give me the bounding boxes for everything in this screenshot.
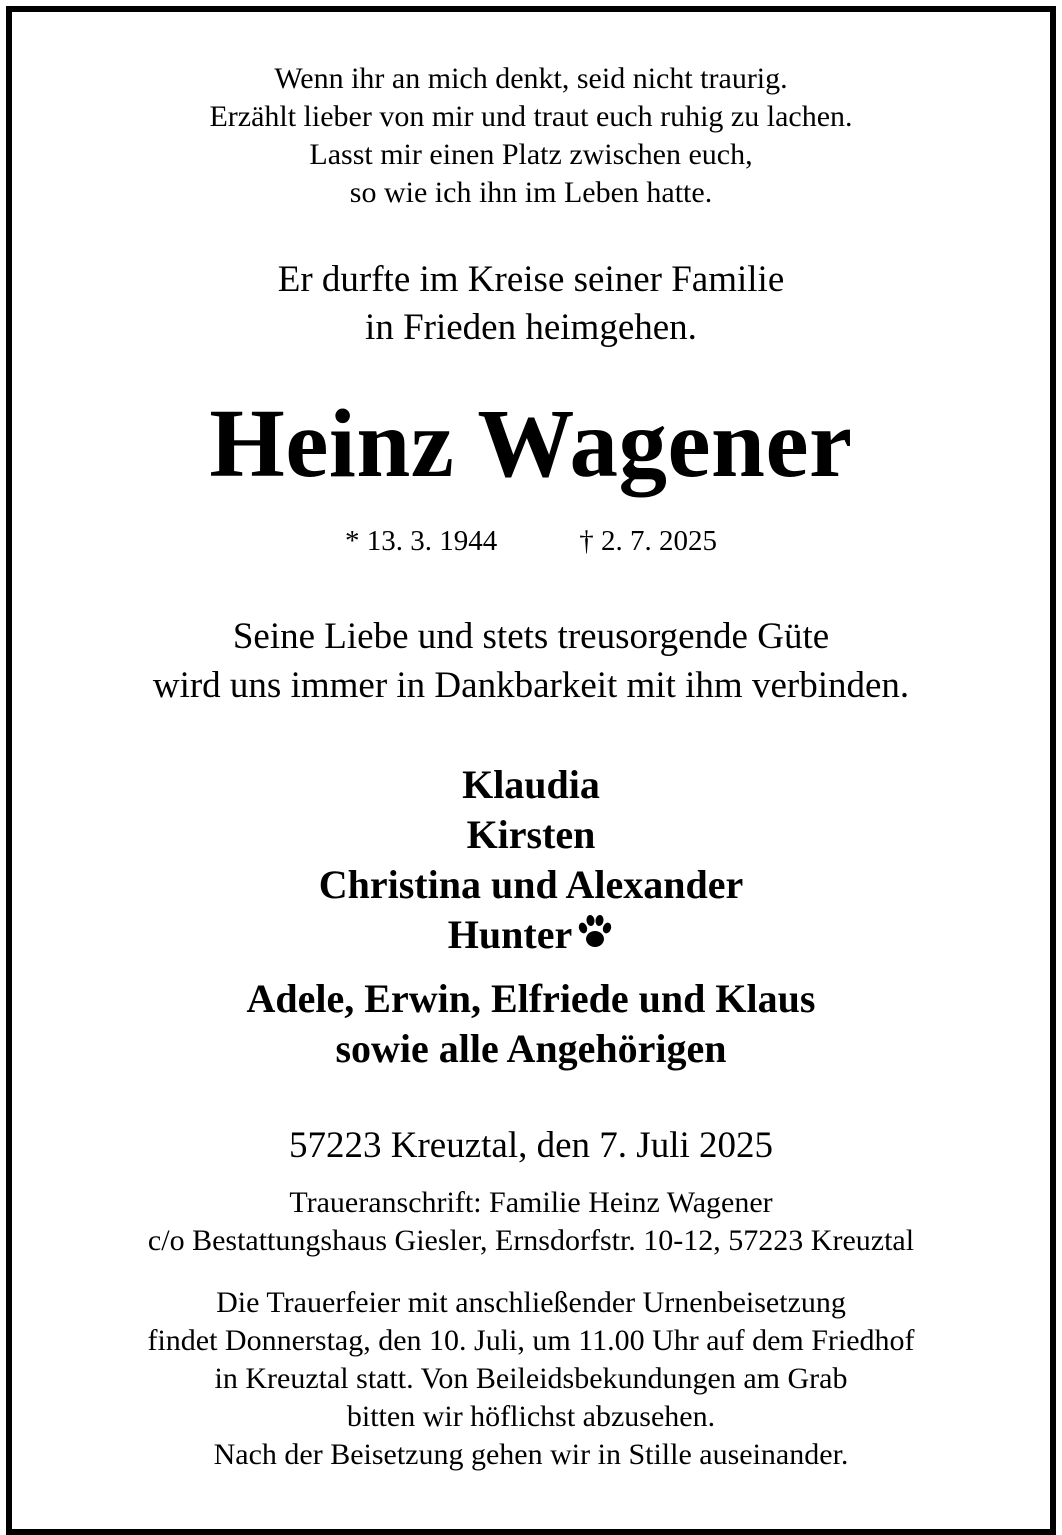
relatives-line: sowie alle Angehörigen — [335, 1026, 727, 1071]
life-dates — [0, 522, 1062, 560]
mourning-address — [0, 1184, 1062, 1260]
intro-text — [0, 256, 1062, 352]
place-and-date: 57223 Kreuztal, den 7. Juli 2025 — [289, 1125, 773, 1166]
birth-date: * 13. 3. 1944 — [345, 525, 498, 557]
ceremony-line: in Kreuztal statt. Von Beileidsbekundungen am Grab — [214, 1362, 848, 1395]
relatives-line: Adele, Erwin, Elfriede und Klaus — [246, 976, 816, 1021]
ceremony-line: bitten wir höflichst abzusehen. — [346, 1400, 716, 1433]
death-date: † 2. 7. 2025 — [579, 525, 717, 557]
intro-line: Er durfte im Kreise seiner Familie — [277, 259, 785, 300]
intro-line: in Frieden heimgehen. — [365, 307, 697, 348]
poem-line: Wenn ihr an mich denkt, seid nicht traurig. — [274, 62, 788, 95]
poem-line: so wie ich ihn im Leben hatte. — [349, 176, 713, 209]
ceremony-line: Die Trauerfeier mit anschließender Urnenbeisetzung — [216, 1286, 846, 1319]
address-line: Traueranschrift: Familie Heinz Wagener — [289, 1186, 773, 1219]
family-member-pet — [0, 910, 1062, 960]
tribute-line: wird uns immer in Dankbarkeit mit ihm verbinden. — [152, 665, 910, 706]
paw-print-icon — [576, 914, 614, 950]
poem-line: Lasst mir einen Platz zwischen euch, — [309, 138, 753, 171]
ceremony-line: findet Donnerstag, den 10. Juli, um 11.00 Uhr auf dem Friedhof — [147, 1324, 915, 1357]
funeral-details — [0, 1284, 1062, 1474]
tribute-text — [0, 612, 1062, 710]
pet-name: Hunter — [447, 912, 573, 957]
ceremony-line: Nach der Beisetzung gehen wir in Stille auseinander. — [213, 1438, 849, 1471]
deceased-name: Heinz Wagener — [209, 390, 853, 497]
relatives-names — [0, 974, 1062, 1074]
family-names — [0, 760, 1062, 960]
tribute-line: Seine Liebe und stets treusorgende Güte — [232, 616, 830, 657]
family-member: Christina und Alexander — [318, 862, 744, 907]
memorial-poem — [0, 60, 1062, 212]
poem-line: Erzählt lieber von mir und traut euch ruhig zu lachen. — [209, 100, 853, 133]
family-member: Klaudia — [462, 762, 600, 807]
family-member: Kirsten — [466, 812, 596, 857]
address-line: c/o Bestattungshaus Giesler, Ernsdorfstr. 10-12, 57223 Kreuztal — [147, 1224, 915, 1257]
